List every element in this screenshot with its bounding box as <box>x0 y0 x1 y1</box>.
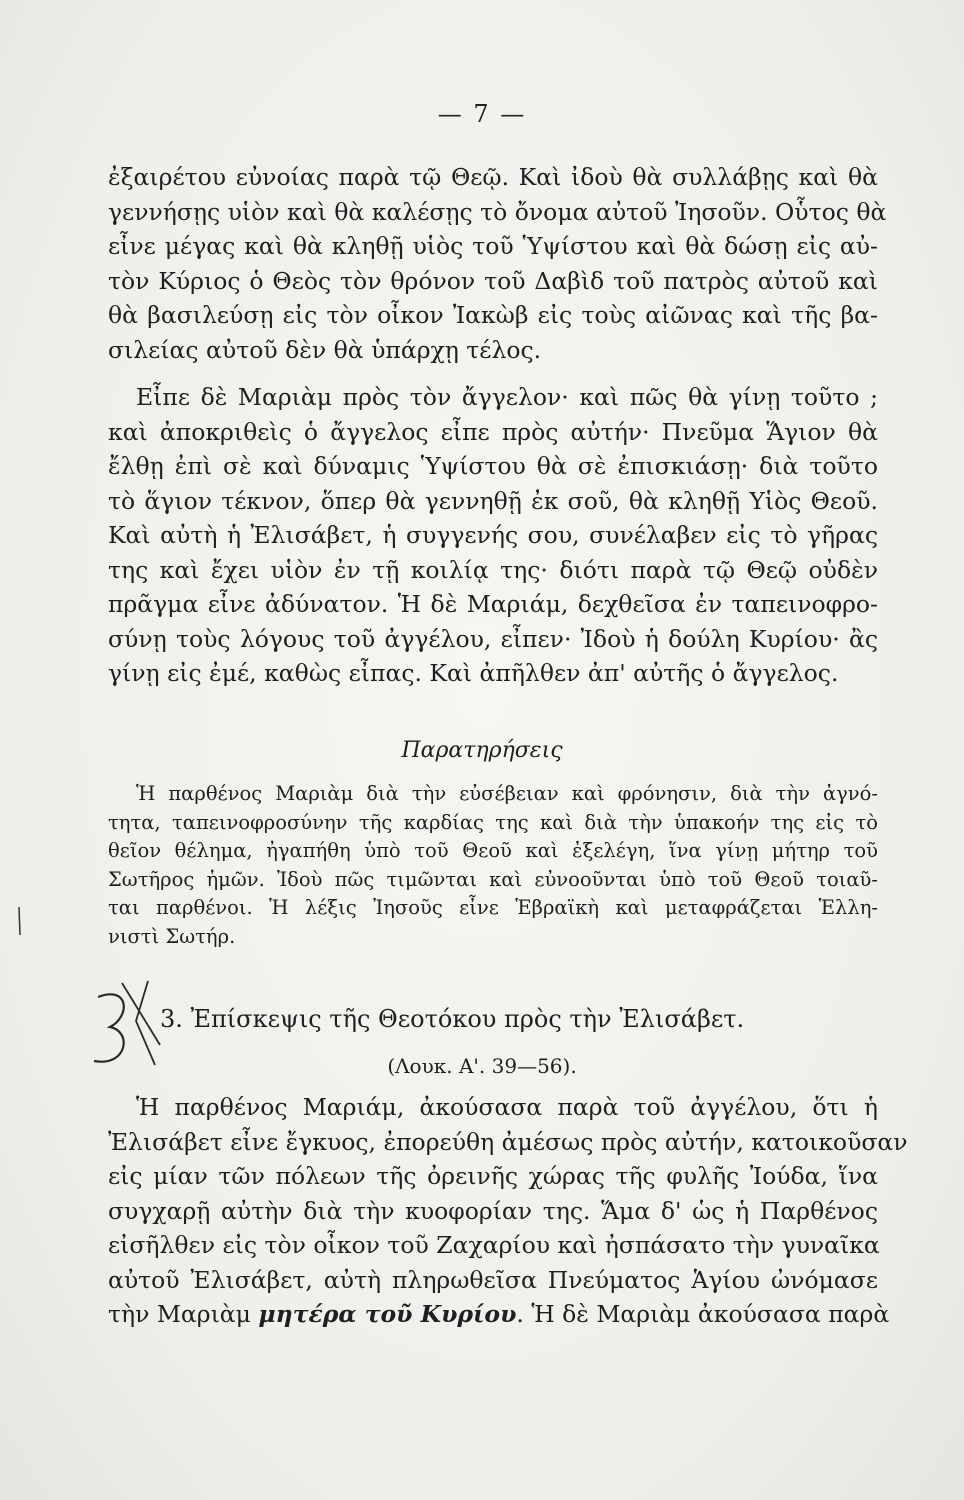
margin-mark <box>14 905 24 937</box>
text-line: συγχαρῇ αὐτὴν διὰ τὴν κυοφορίαν της. Ἅμα δ' ὡς ἡ Παρθένος <box>108 1196 878 1225</box>
text-line: Ἡ παρθένος Μαριὰμ διὰ τὴν εὐσέβειαν καὶ φρόνησιν, διὰ τὴν ἀγνό- <box>136 782 878 805</box>
text-run: τὴν Μαριὰμ <box>108 1300 259 1328</box>
section-title: 3. Ἐπίσκεψις τῆς Θεοτόκου πρὸς τὴν Ἐλισάβετ. <box>160 1005 745 1033</box>
text-line: εἰσῆλθεν εἰς τὸν οἶκον τοῦ Ζαχαρίου καὶ ἠσπάσατο τὴν γυναῖκα <box>108 1231 880 1259</box>
paragraph-3 <box>108 1090 908 1332</box>
text-line: Ἡ παρθένος Μαριάμ, ἀκούσασα παρὰ τοῦ ἀγγέλου, ὅτι ἡ <box>136 1093 878 1121</box>
text-line-emphasis <box>108 1297 890 1332</box>
observations-block <box>108 780 878 952</box>
text-line: Ἐλισάβετ εἶνε ἔγκυος, ἐπορεύθη ἀμέσως πρὸς αὐτήν, κατοικοῦσαν <box>108 1127 908 1156</box>
text-line: ἔλθῃ ἐπὶ σὲ καὶ δύναμις Ὑψίστου θὰ σὲ ἐπισκιάσῃ· διὰ τοῦτο <box>108 452 878 480</box>
text-line: ται παρθένοι. Ἡ λέξις Ἰησοῦς εἶνε Ἑβραϊκὴ καὶ μεταφράζεται Ἑλλη- <box>108 896 878 920</box>
text-line: γίνῃ εἰς ἐμέ, καθὼς εἶπας. Καὶ ἀπῆλθεν ἀπ' αὐτῆς ὁ ἄγγελος. <box>108 659 839 687</box>
text-line: σιλείας αὐτοῦ δὲν θὰ ὑπάρχῃ τέλος. <box>108 335 542 364</box>
text-line: Καὶ αὐτὴ ἡ Ἐλισάβετ, ἡ συγγενής σου, συνέλαβεν εἰς τὸ γῆρας <box>108 521 878 549</box>
text-line: νιστὶ Σωτήρ. <box>108 924 236 948</box>
text-line: καὶ ἀποκριθεὶς ὁ ἄγγελος εἶπε πρὸς αὐτήν· Πνεῦμα Ἅγιον θὰ <box>108 417 878 446</box>
section-reference: (Λουκ. Α'. 39—56). <box>387 1054 577 1078</box>
text-line: εἶνε μέγας καὶ θὰ κληθῇ υἱὸς τοῦ Ὑψίστου καὶ θὰ δώσῃ εἰς αὐ- <box>108 232 878 260</box>
text-line: ἐξαιρέτου εὐνοίας παρὰ τῷ Θεῷ. Καὶ ἰδοὺ θὰ συλλάβῃς καὶ θὰ <box>108 163 878 191</box>
paragraph-1 <box>108 160 887 367</box>
text-run: . Ἡ δὲ Μαριὰμ ἀκούσασα παρὰ <box>516 1300 890 1328</box>
text-line: θὰ βασιλεύσῃ εἰς τὸν οἶκον Ἰακὼβ εἰς τοὺς αἰῶνας καὶ τῆς βα- <box>108 301 878 329</box>
observations-heading: Παρατηρήσεις <box>401 738 563 763</box>
text-line: τητα, ταπεινοφροσύνην τῆς καρδίας της καὶ διὰ τὴν ὑπακοήν της εἰς τὸ <box>108 810 878 834</box>
text-line: Σωτῆρος ἡμῶν. Ἰδοὺ πῶς τιμῶνται καὶ εὐνοοῦνται ὑπὸ τοῦ Θεοῦ τοιαῦ- <box>108 867 878 891</box>
text-line: εἰς μίαν τῶν πόλεων τῆς ὀρεινῆς χώρας τῆς φυλῆς Ἰούδα, ἵνα <box>108 1162 878 1190</box>
text-line: αὐτοῦ Ἐλισάβετ, αὐτὴ πληρωθεῖσα Πνεύματος Ἁγίου ὠνόμασε <box>108 1265 878 1294</box>
text-line: γεννήσῃς υἱὸν καὶ θὰ καλέσῃς τὸ ὄνομα αὐτοῦ Ἰησοῦν. Οὗτος θὰ <box>108 197 887 226</box>
text-line: πρᾶγμα εἶνε ἀδύνατον. Ἡ δὲ Μαριάμ, δεχθεῖσα ἐν ταπεινοφρο- <box>108 590 878 618</box>
paragraph-2 <box>108 380 878 691</box>
text-line: Εἶπε δὲ Μαριὰμ πρὸς τὸν ἄγγελον· καὶ πῶς θὰ γίνῃ τοῦτο ; <box>136 383 878 411</box>
text-line: της καὶ ἔχει υἱὸν ἐν τῇ κοιλίᾳ της· διότι παρὰ τῷ Θεῷ οὐδὲν <box>108 555 878 584</box>
text-line: τὸν Κύριος ὁ Θεὸς τὸν θρόνον τοῦ Δαβὶδ τοῦ πατρὸς αὐτοῦ καὶ <box>108 266 878 295</box>
emphasized-phrase: μητέρα τοῦ Κυρίου <box>258 1300 517 1328</box>
text-line: θεῖον θέλημα, ἠγαπήθη ὑπὸ τοῦ Θεοῦ καὶ ἐξελέγη, ἵνα γίνῃ μήτηρ τοῦ <box>108 839 878 863</box>
text-line: τὸ ἅγιον τέκνον, ὅπερ θὰ γεννηθῇ ἐκ σοῦ, θὰ κληθῇ Υἱὸς Θεοῦ. <box>108 486 878 515</box>
page-number: — 7 — <box>437 100 527 128</box>
text-line: σύνῃ τοὺς λόγους τοῦ ἀγγέλου, εἶπεν· Ἰδοὺ ἡ δούλη Κυρίου· ἂς <box>108 624 878 653</box>
